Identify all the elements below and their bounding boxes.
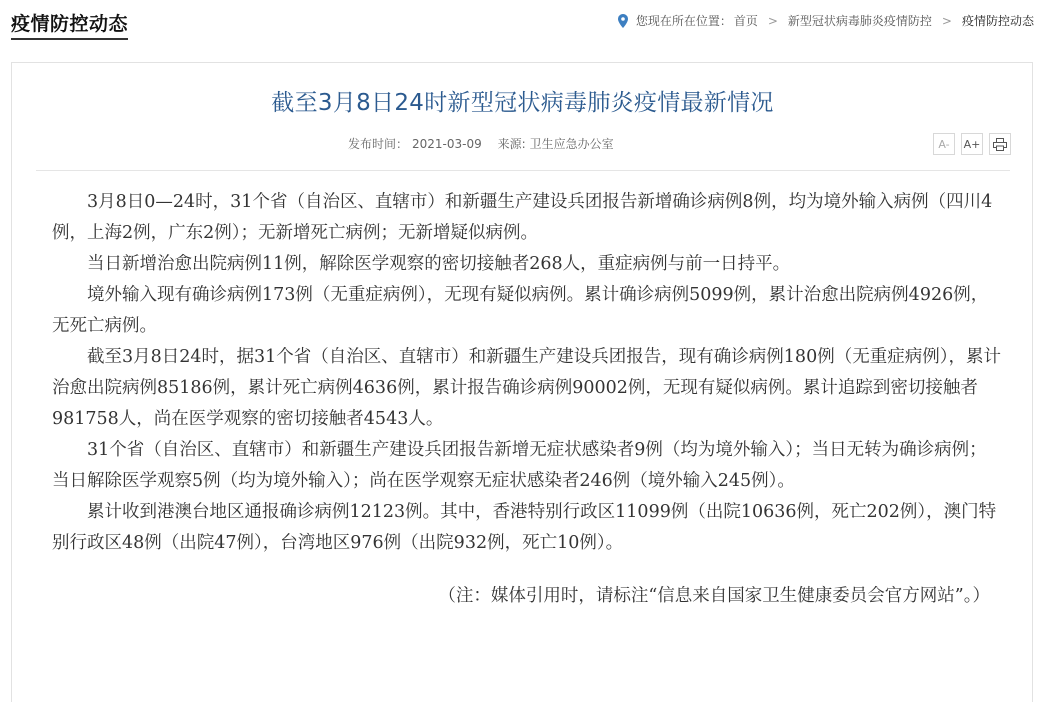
breadcrumb (618, 12, 1034, 29)
font-smaller-button[interactable] (933, 133, 955, 155)
font-smaller-label: A- (938, 137, 950, 151)
article-title: 截至3月8日24时新型冠状病毒肺炎疫情最新情况 (271, 90, 774, 116)
article-paragraph: 境外输入现有确诊病例173例（无重症病例），无现有疑似病例。累计确诊病例5099例，累计治愈出院病例4926例，无死亡病例。 (52, 285, 989, 336)
section-title: 疫情防控动态 (11, 12, 128, 40)
source-label: 来源: (497, 137, 526, 151)
breadcrumb-prefix: 您现在所在位置： (635, 14, 732, 28)
font-larger-button[interactable] (961, 133, 983, 155)
print-button[interactable] (989, 133, 1011, 155)
location-pin-icon (618, 14, 628, 28)
publish-label: 发布时间： (348, 137, 409, 151)
breadcrumb-current[interactable]: 疫情防控动态 (961, 14, 1034, 28)
article-tools (933, 133, 1011, 155)
article-meta (348, 135, 618, 152)
page-header (0, 0, 1045, 44)
font-larger-label: A+ (963, 137, 981, 151)
article-paragraph: 累计收到港澳台地区通报确诊病例12123例。其中，香港特别行政区11099例（出院10636例，死亡202例），澳门特别行政区48例（出院47例），台湾地区976例（出院932例，死亡10例）。 (52, 502, 997, 553)
chevron-right-icon: > (941, 13, 952, 28)
article-paragraph: 当日新增治愈出院病例11例，解除医学观察的密切接触者268人，重症病例与前一日持平。 (87, 254, 791, 274)
chevron-right-icon: > (767, 13, 778, 28)
article-paragraph: 3月8日0—24时，31个省（自治区、直辖市）和新疆生产建设兵团报告新增确诊病例8例，均为境外输入病例（四川4例，上海2例，广东2例）；无新增死亡病例；无新增疑似病例。 (52, 192, 993, 243)
publish-date: 2021-03-09 (412, 137, 482, 151)
source-name: 卫生应急办公室 (529, 137, 614, 151)
article-body (52, 187, 1002, 612)
media-citation-note: （注：媒体引用时，请标注“信息来自国家卫生健康委员会官方网站”。） (438, 586, 990, 606)
breadcrumb-covid-prevention[interactable]: 新型冠状病毒肺炎疫情防控 (787, 14, 932, 28)
article-paragraph: 31个省（自治区、直辖市）和新疆生产建设兵团报告新增无症状感染者9例（均为境外输入）；当日无转为确诊病例；当日解除医学观察5例（均为境外输入）；尚在医学观察无症状感染者246例（境外输入245例）。 (52, 440, 987, 491)
title-divider (36, 170, 1010, 171)
breadcrumb-home[interactable]: 首页 (733, 14, 758, 28)
printer-icon (993, 138, 1007, 151)
article-paragraph: 截至3月8日24时，据31个省（自治区、直辖市）和新疆生产建设兵团报告，现有确诊病例180例（无重症病例），累计治愈出院病例85186例，累计死亡病例4636例，累计报告确诊病例90002例，无现有疑似病例。累计追踪到密切接触者981758人，尚在医学观察的密切接触者4543人。 (52, 347, 1001, 429)
